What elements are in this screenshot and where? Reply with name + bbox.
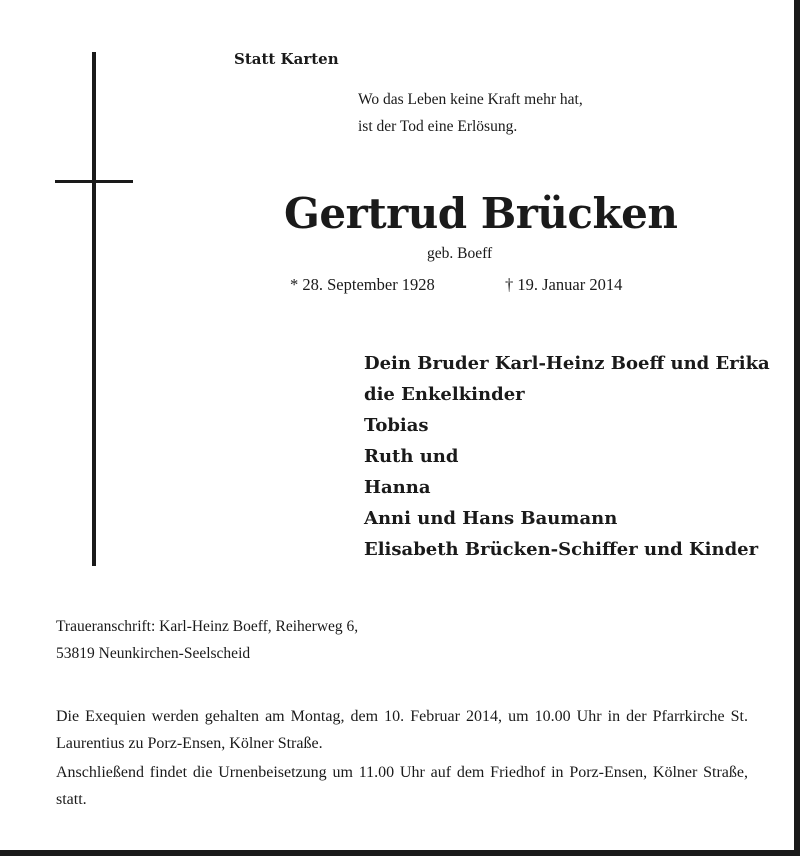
- motto-line-1: Wo das Leben keine Kraft mehr hat,: [358, 91, 583, 108]
- deceased-name: Gertrud Brücken: [284, 189, 678, 238]
- deceased-name-block: [284, 186, 677, 242]
- mourning-address: [56, 613, 358, 667]
- statt-karten-label: Statt Karten: [234, 50, 339, 68]
- mourner-line: Tobias: [364, 415, 429, 436]
- mourner-line: Elisabeth Brücken-Schiffer und Kinder: [364, 539, 759, 560]
- mourners-list: [364, 348, 770, 565]
- maiden-name: geb. Boeff: [427, 245, 493, 262]
- mourner-line: Anni und Hans Baumann: [364, 508, 618, 529]
- cross-horizontal: [55, 180, 133, 183]
- mourner-line: Ruth und: [364, 446, 459, 467]
- mourner-line: Hanna: [364, 477, 431, 498]
- service-paragraph-burial: Anschließend findet die Urnenbeisetzung um 11.00 Uhr auf dem Friedhof in Porz-Ensen, Kölner Straße, statt.: [56, 764, 748, 808]
- address-line-1: Traueranschrift: Karl-Heinz Boeff, Reiherweg 6,: [56, 618, 359, 635]
- death-date: † 19. Januar 2014: [505, 275, 623, 294]
- service-paragraph-exequies: Die Exequien werden gehalten am Montag, dem 10. Februar 2014, um 10.00 Uhr in der Pfarrkirche St. Laurentius zu Porz-Ensen, Kölner Straße.: [56, 708, 748, 752]
- address-line-2: 53819 Neunkirchen-Seelscheid: [56, 645, 251, 662]
- motto: [358, 86, 583, 140]
- birth-date: * 28. September 1928: [290, 275, 435, 294]
- mourner-line: die Enkelkinder: [364, 384, 525, 405]
- motto-line-2: ist der Tod eine Erlösung.: [358, 118, 518, 135]
- mourner-line: Dein Bruder Karl-Heinz Boeff und Erika: [364, 353, 770, 374]
- cross-vertical: [92, 52, 96, 566]
